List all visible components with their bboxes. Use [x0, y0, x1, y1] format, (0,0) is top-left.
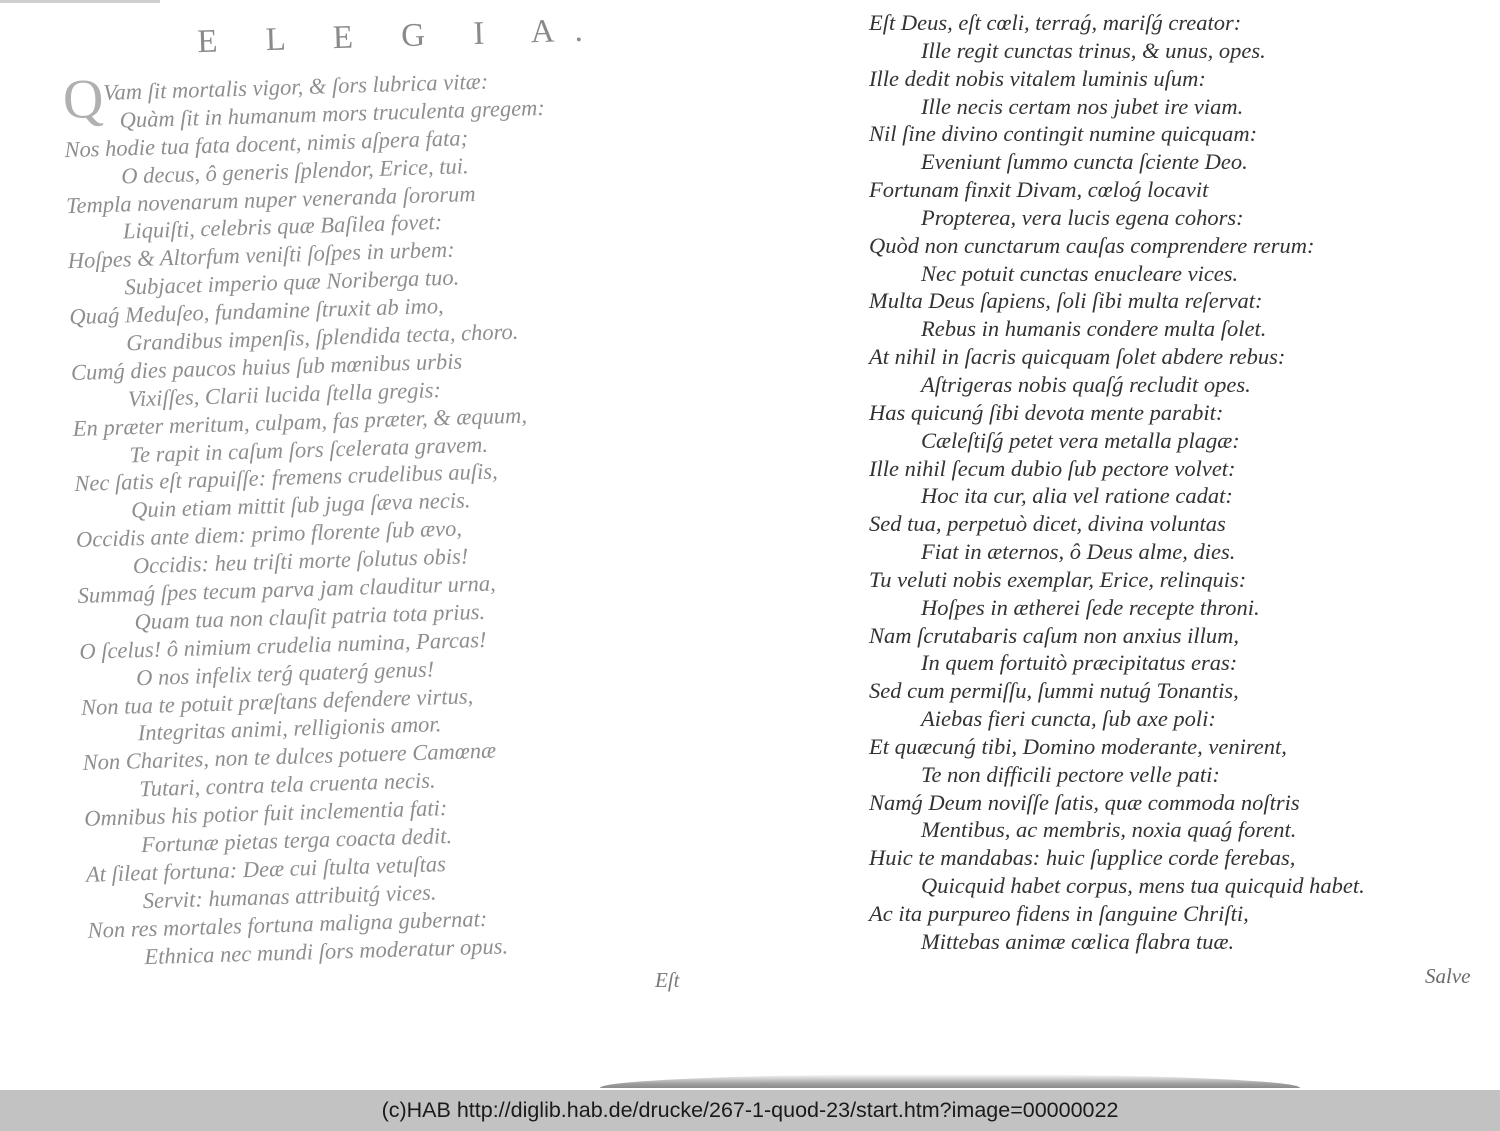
poem-line: Cumǵ dies paucos huius ſub mœnibus urbis — [70, 348, 463, 385]
poem-line: In quem fortuitò præcipitatus eras: — [921, 650, 1238, 676]
poem-line: At nihil in ſacris quicquam ſolet abdere rebus: — [869, 344, 1286, 370]
poem-line: Grandibus impenſis, ſplendida tecta, choro. — [125, 318, 519, 356]
poem-line: Non res mortales fortuna maligna gubernat: — [87, 905, 488, 943]
poem-line: O nos infelix terǵ quaterǵ genus! — [135, 656, 435, 690]
poem-line: Te non difficili pectore velle pati: — [921, 761, 1220, 787]
poem-line: Ille necis certam nos jubet ire viam. — [921, 93, 1244, 119]
poem-line: Ac ita purpureo fidens in ſanguine Chriſti, — [869, 901, 1249, 926]
poem-line: Mittebas animæ cœlica flabra tuæ. — [921, 928, 1235, 954]
footer-source-text: (c)HAB http://diglib.hab.de/drucke/267-1-quod-23/start.htm?image=00000022 — [381, 1098, 1119, 1122]
poem-line: O decus, ô generis ſplendor, Erice, tui. — [120, 152, 469, 189]
poem-line: Summaǵ ſpes tecum parva jam clauditur urna, — [77, 570, 496, 608]
poem-line: Fortunam finxit Divam, cœloǵ locavit — [869, 177, 1209, 203]
poem-line: Servit: humanas attribuitǵ vices. — [142, 879, 437, 913]
catchword-right: Salve — [1425, 964, 1471, 988]
poem-line: Integritas animi, relligionis amor. — [137, 711, 442, 746]
poem-line: Rebus in humanis condere multa ſolet. — [921, 316, 1267, 342]
poem-line: Fortunæ pietas terga coacta dedit. — [140, 823, 453, 858]
poem-line: Sed cum permiſſu, ſummi nutuǵ Tonantis, — [869, 678, 1239, 704]
poem-line: Cæleſtiſǵ petet vera metalla plagæ: — [921, 427, 1240, 453]
poem-line: Quaǵ Meduſeo, fundamine ſtruxit ab imo, — [69, 293, 444, 330]
poem-line: Huic te mandabas: huic ſupplice corde ferebas, — [869, 845, 1296, 871]
poem-line: Occidis ante diem: primo florente ſub ævo, — [75, 515, 463, 553]
poem-line: En præter meritum, culpam, fas præter, & æquum, — [72, 402, 528, 441]
poem-line: Multa Deus ſapiens, ſoli ſibi multa reſervat: — [869, 288, 1263, 314]
poem-line: Ille dedit nobis vitalem luminis uſum: — [869, 65, 1206, 91]
drop-cap: Q — [62, 67, 105, 132]
page-title: E L E G I A. — [196, 12, 604, 61]
left-poem — [62, 66, 570, 972]
poem-line: Subjacet imperio quæ Noriberga tuo. — [124, 264, 460, 300]
poem-line: Tutari, contra tela cruenta necis. — [139, 767, 436, 802]
poem-line: Quin etiam mittit ſub juga ſæva necis. — [130, 487, 471, 523]
left-page — [0, 0, 745, 1085]
poem-line: Mentibus, ac membris, noxia quaǵ forent. — [921, 817, 1297, 843]
poem-line: Aſtrigeras nobis quaſǵ recludit opes. — [921, 371, 1251, 397]
poem-line: Quicquid habet corpus, mens tua quicquid habet. — [921, 873, 1365, 899]
poem-line: Namǵ Deum noviſſe ſatis, quæ commoda noſtris — [869, 789, 1300, 815]
poem-line: Ille nihil ſecum dubio ſub pectore volvet: — [869, 455, 1236, 481]
poem-line: Nec potuit cunctas enucleare vices. — [921, 260, 1239, 286]
poem-line: Tu veluti nobis exemplar, Erice, relinquis: — [869, 566, 1247, 592]
poem-line: Ille regit cunctas trinus, & unus, opes. — [921, 37, 1266, 63]
poem-line: Templa novenarum nuper veneranda ſororum — [65, 180, 476, 218]
poem-line: Non tua te potuit præſtans defendere virtus, — [80, 682, 474, 720]
poem-line: Vixiſſes, Clarii lucida ſtella gregis: — [127, 376, 442, 412]
footer-bar — [0, 1090, 1500, 1131]
poem-line: Aiebas fieri cuncta, ſub axe poli: — [921, 706, 1216, 732]
poem-line: O ſcelus! ô nimium crudelia numina, Parcas! — [78, 626, 487, 664]
poem-line: Hoſpes & Altorfum veniſti ſoſpes in urbem: — [67, 236, 456, 274]
poem-line: Hoc ita cur, alia vel ratione cadat: — [921, 483, 1233, 509]
poem-line-text: Vam ſit mortalis vigor, & ſors lubrica vitæ: — [102, 68, 489, 105]
poem-line: Has quicunǵ ſibi devota mente parabit: — [869, 399, 1224, 425]
poem-line: Omnibus his potior fuit inclementia fati: — [83, 795, 448, 832]
catchword-left: Eſt — [655, 968, 680, 992]
poem-line: Sed tua, perpetuò dicet, divina voluntas — [869, 511, 1226, 537]
poem-line: Ethnica nec mundi ſors moderatur opus. — [144, 932, 509, 969]
poem-line: Quam tua non clauſit patria tota prius. — [134, 598, 486, 635]
poem-line: Occidis: heu triſti morte ſolutus obis! — [132, 543, 469, 579]
poem-line: Nos hodie tua fata docent, nimis aſpera fata; — [64, 124, 469, 162]
poem-line: Eveniunt ſummo cuncta ſciente Deo. — [921, 149, 1248, 175]
poem-line: At ſileat fortuna: Deæ cui ſtulta vetuſtas — [85, 851, 447, 887]
right-poem — [869, 9, 1365, 956]
poem-line: Nam ſcrutabaris caſum non anxius illum, — [869, 622, 1239, 648]
poem-line: Propterea, vera lucis egena cohors: — [921, 204, 1244, 230]
poem-line: Eſt Deus, eſt cœli, terraǵ, mariſǵ creator: — [869, 10, 1242, 35]
poem-line: Quàm ſit in humanum mors truculenta gregem: — [119, 94, 546, 133]
poem-line: Et quæcunǵ tibi, Domino moderante, venirent, — [869, 733, 1287, 759]
right-page — [745, 0, 1500, 1085]
poem-line: Nec ſatis eſt rapuiſſe: fremens crudelibus auſis, — [74, 458, 499, 497]
poem-line: Te rapit in caſum ſors ſcelerata gravem. — [129, 431, 489, 467]
poem-line: Fiat in æternos, ô Deus alme, dies. — [921, 539, 1236, 565]
poem-line: Non Charites, non te dulces potuere Camœnæ — [82, 737, 497, 776]
poem-line: Quòd non cunctarum cauſas comprendere rerum: — [869, 232, 1315, 258]
poem-line: Hoſpes in ætherei ſede recepte throni. — [921, 594, 1260, 620]
poem-line: Liquiſti, celebris quæ Baſilea fovet: — [122, 209, 443, 244]
poem-line: Nil ſine divino contingit numine quicquam: — [869, 121, 1258, 147]
